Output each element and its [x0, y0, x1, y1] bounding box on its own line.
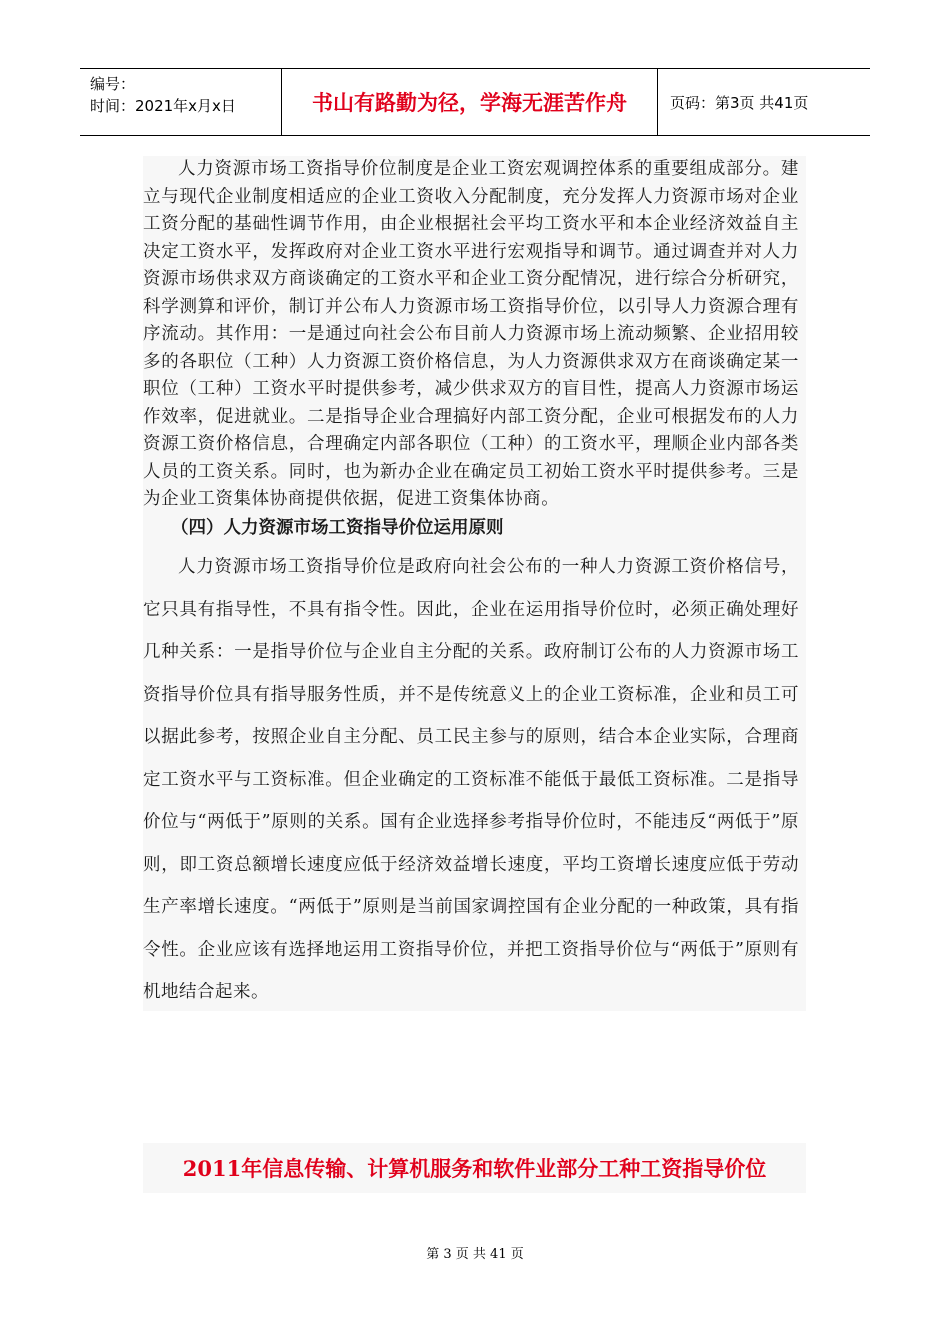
paragraph-1: 人力资源市场工资指导价位制度是企业工资宏观调控体系的重要组成部分。建立与现代企业制度相适应的企业工资收入分配制度，充分发挥人力资源市场对企业工资分配的基础性调节作用，由企业根据社会平均工资水平和本企业经济效益自主决定工资水平，发挥政府对企业工资水平进行宏观指导和调节。通过调查并对人力资源市场供求双方商谈确定的工资水平和企业工资分配情况，进行综合分析研究，科学测算和评价，制订并公布人力资源市场工资指导价位，以引导人力资源合理有序流动。其作用：一是通过向社会公布目前人力资源市场上流动频繁、企业招用较多的各职位（工种）人力资源工资价格信息，为人力资源供求双方在商谈确定某一职位（工种）工资水平时提供参考，减少供求双方的盲目性，提高人力资源市场运作效率，促进就业。二是指导企业合理搞好内部工资分配，企业可根据发布的人力资源工资价格信息，合理确定内部各职位（工种）的工资水平，理顺企业内部各类人员的工资关系。同时，也为新办企业在确定员工初始工资水平时提供参考。三是为企业工资集体协商提供依据，促进工资集体协商。	[143, 159, 799, 509]
section-title: 2011年信息传输、计算机服务和软件业部分工种工资指导价位	[143, 1143, 806, 1193]
header-meta	[80, 69, 282, 135]
page-footer: 第 3 页 共 41 页	[426, 1247, 524, 1262]
page-header	[80, 68, 870, 136]
time-label: 时间：2021年x月x日	[90, 97, 236, 115]
section-heading-4: （四）人力资源市场工资指导价位运用原则	[171, 518, 504, 538]
header-motto: 书山有路勤为径，学海无涯苦作舟	[282, 69, 658, 135]
paragraph-2: 人力资源市场工资指导价位是政府向社会公布的一种人力资源工资价格信号，它只具有指导性，不具有指令性。因此，企业在运用指导价位时，必须正确处理好几种关系：一是指导价位与企业自主分配的关系。政府制订公布的人力资源市场工资指导价位具有指导服务性质，并不是传统意义上的企业工资标准，企业和员工可以据此参考，按照企业自主分配、员工民主参与的原则，结合本企业实际，合理商定工资水平与工资标准。但企业确定的工资标准不能低于最低工资标准。二是指导价位与“两低于”原则的关系。国有企业选择参考指导价位时，不能违反“两低于”原则，即工资总额增长速度应低于经济效益增长速度，平均工资增长速度应低于劳动生产率增长速度。“两低于”原则是当前国家调控国有企业分配的一种政策，具有指令性。企业应该有选择地运用工资指导价位，并把工资指导价位与“两低于”原则有机地结合起来。	[143, 557, 799, 1002]
main-content	[143, 156, 806, 1011]
serial-label: 编号：	[90, 75, 136, 93]
header-page-info: 页码：第3页 共41页	[670, 93, 809, 112]
